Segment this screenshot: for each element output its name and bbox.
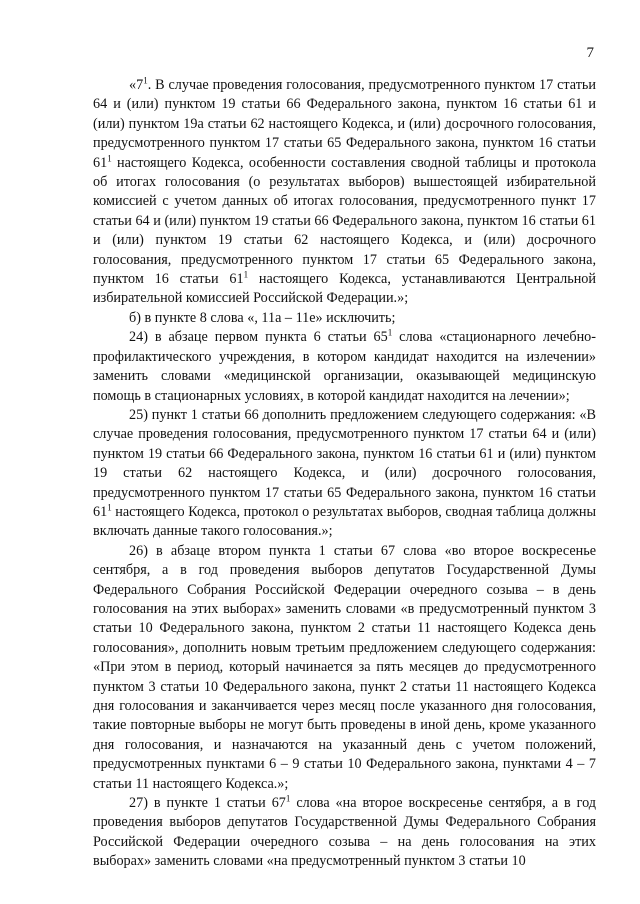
text-run: настоящего Кодекса, особенности составления сводной таблицы и протокола об итогах голосования (о результатах выборов) вышестоящей избирательной комиссией с учетом данных об итогах голосования, предусмотренного пункт 17 статьи 64 и (или) пунктом 19 статьи 66 Федерального закона, пунктом 16 статьи 61 и (или) пунктом 19 статьи 62 настоящего Кодекса, и (или) досрочного голосования, предусмотренного пунктом 17 статьи 65 Федерального закона, пунктом 16 статьи 61 — [93, 154, 596, 288]
text-run: 25) пункт 1 статьи 66 дополнить предложением следующего содержания: «В случае проведения голосования, предусмотренного пунктом 17 статьи 64 и (или) пунктом 19 статьи 66 Федерального закона, пунктом 16 статьи 61 и (или) пунктом 19 статьи 62 настоящего Кодекса, и (или) досрочного голосования, предусмотренного пунктом 17 статьи 65 Федерального закона, пунктом 16 статьи 61 — [93, 406, 596, 520]
paragraph — [93, 309, 596, 328]
paragraph — [93, 406, 596, 542]
paragraph — [93, 794, 596, 872]
text-run: 26) в абзаце втором пункта 1 статьи 67 слова «во второе воскресенье сентября, а в год проведения выборов депутатов Государственной Думы Федерального Собрания Российской Федерации очередного созыва – в день голосования на этих выборах» заменить словами «в предусмотренный пунктом 3 статьи 10 Федерального закона, пунктом 2 статьи 11 настоящего Кодекса день голосования», дополнить новым третьим предложением следующего содержания: «При этом в период, который начинается за пять месяцев до предусмотренного пунктом 3 статьи 10 Федерального закона, пункт 2 статьи 11 настоящего Кодекса дня голосования и заканчивается через месяц после указанного дня голосования, такие повторные выборы не могут быть проведены в иной день, кроме указанного дня голосования, и назначаются на указанный день с учетом положений, предусмотренных пунктами 6 – 9 статьи 10 Федерального закона, пунктами 4 – 7 статьи 11 настоящего Кодекса.»; — [93, 542, 596, 792]
text-run: 27) в пункте 1 статьи 67 — [129, 795, 286, 812]
superscript: 1 — [143, 75, 148, 86]
paragraph — [93, 542, 596, 794]
superscript: 1 — [107, 152, 112, 163]
text-run: слова «стационарного лечебно-профилактического учреждения, в котором кандидат находится на излечении» заменить словами «медицинской организации, оказывающей медицинскую помощь в стационарных условиях, в которой кандидат находится на лечении»; — [93, 329, 597, 404]
superscript: 1 — [387, 327, 393, 338]
superscript: 1 — [107, 502, 112, 513]
page-number: 7 — [586, 45, 594, 61]
text-run: 24) в абзаце первом пункта 6 статьи 65 — [129, 329, 388, 346]
text-run: б) в пункте 8 слова «, 11а – 11е» исключить; — [129, 309, 396, 326]
paragraph — [93, 76, 596, 309]
text-run: . В случае проведения голосования, предусмотренного пунктом 17 статьи 64 и (или) пунктом 19 статьи 66 Федерального закона, пунктом 16 статьи 61 и (или) пунктом 19а статьи 62 настоящего Кодекса, и (или) досрочного голосования, предусмотренного пунктом 17 статьи 65 Федерального закона, пунктом 16 статьи 61 — [93, 77, 596, 171]
text-run: настоящего Кодекса, устанавливаются Центральной избирательной комиссией Российской Федерации.»; — [93, 271, 596, 307]
superscript: 1 — [285, 793, 291, 804]
paragraph — [93, 328, 596, 406]
document-body — [93, 76, 596, 872]
superscript: 1 — [243, 269, 249, 280]
text-run: настоящего Кодекса, протокол о результатах выборов, сводная таблица должны включать данные такого голосования.»; — [93, 503, 596, 540]
text-run: слова «на второе воскресенье сентября, а в год проведения выборов депутатов Государственной Думы Федерального Собрания Российской Федерации очередного созыва – на день голосования на этих выборах» заменить словами «на предусмотренный пунктом 3 статьи 10 — [93, 795, 596, 870]
text-run: «7 — [129, 77, 144, 93]
